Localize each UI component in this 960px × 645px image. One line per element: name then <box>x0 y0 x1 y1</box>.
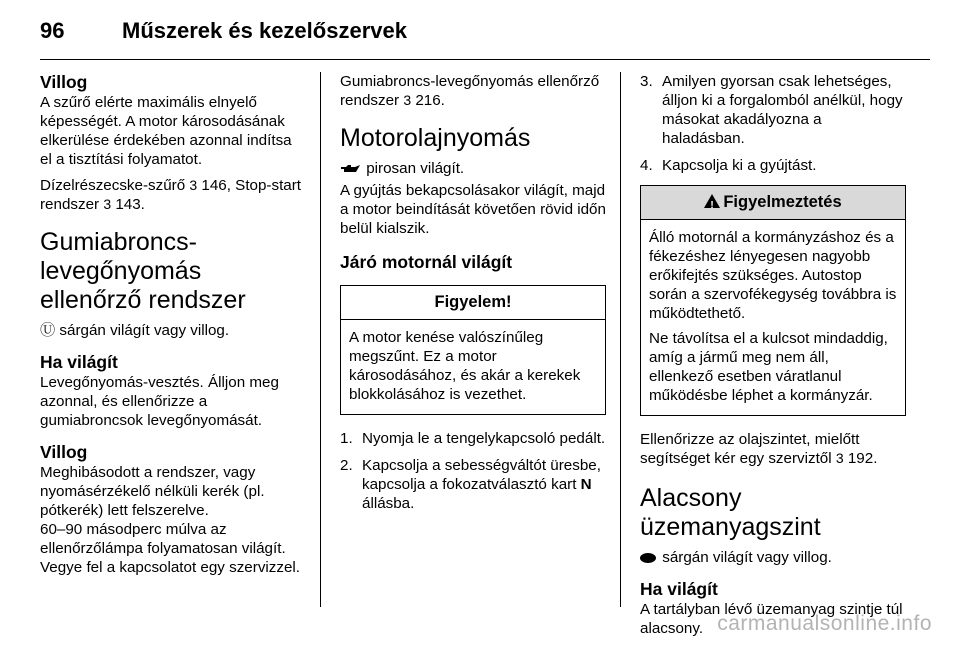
warning-text: Ne távolítsa el a kulcsot mindaddig, amíg a jármű meg nem áll, ellenkező esetben váratlanul működésbe léphet a kormányzár. <box>649 330 888 404</box>
section-heading-tire-pressure: Gumiabroncs-levegőnyomás ellenőrző rendszer <box>40 228 246 314</box>
paragraph: A gyújtás bekapcsolásakor világít, majd a motor beindítását követően rövid időn belül kialszik. <box>340 182 606 237</box>
paragraph: pirosan világít. <box>340 159 606 178</box>
tire-pressure-warning-icon: Ⓤ <box>40 322 56 339</box>
section-heading-oil-pressure: Motorolajnyomás <box>340 124 531 152</box>
cross-reference: Ellenőrizze az olajszintet, mielőtt segítséget kér egy szerviztől 3 192. <box>640 431 878 467</box>
column-3 <box>640 72 906 645</box>
list-item: 3. Amilyen gyorsan csak lehetséges, álljon ki a forgalomból anélkül, hogy másokat akadályozna a haladásban. <box>640 73 903 147</box>
header-divider <box>40 59 930 60</box>
paragraph: Meghibásodott a rendszer, vagy nyomásérzékelő nélküli kerék (pl. pótkerék) lett felszerelve. <box>40 464 265 519</box>
section-heading-villog: Villog <box>40 72 88 92</box>
caution-title: Figyelem! <box>341 286 605 320</box>
warning-box <box>640 185 906 416</box>
paragraph: 60–90 másodperc múlva az ellenőrzőlámpa folyamatosan világít. Vegye fel a kapcsolatot egy szervizzel. <box>40 521 301 576</box>
paragraph: A szűrő elérte maximális elnyelő képességét. A motor károsodásának elkerülése érdekében azonnal indítsa el a tisztítási folyamatot. <box>40 94 292 168</box>
column-1 <box>40 72 306 584</box>
subheading-running-engine: Járó motornál világít <box>340 252 513 272</box>
warning-title: !Figyelmeztetés <box>641 186 905 220</box>
oil-can-icon <box>340 164 362 174</box>
warning-triangle-icon <box>704 194 720 208</box>
cross-reference: Gumiabroncs-levegőnyomás ellenőrző rendszer 3 216. <box>340 73 600 109</box>
page-header <box>40 18 930 58</box>
list-item: 2. Kapcsolja a sebességváltót üresbe, kapcsolja a fokozatválasztó kart N állásba. <box>340 457 601 512</box>
caution-box <box>340 285 606 415</box>
column-2 <box>340 72 606 521</box>
steps-list <box>640 72 906 175</box>
paragraph: Ⓤ sárgán világít vagy villog. <box>40 322 230 339</box>
subheading-ha-vilagit: Ha világít <box>640 579 718 599</box>
section-heading-low-fuel: Alacsony üzemanyagszint <box>640 484 821 541</box>
page-number: 96 <box>40 18 65 43</box>
list-item: 1. Nyomja le a tengelykapcsoló pedált. <box>340 430 606 447</box>
page-ref-arrow-icon: 3 <box>189 177 198 193</box>
cross-reference: Dízelrészecske-szűrő 3 146, Stop-start rendszer 3 143. <box>40 177 302 213</box>
page-ref-arrow-icon: 3 <box>403 92 412 108</box>
watermark: carmanualsonline.info <box>717 612 932 635</box>
warning-text: Álló motornál a kormányzáshoz és a fékezéshez lényegesen nagyobb erőkifejtés szükséges. Autostop során a szervofékegység továbbra is működtethető. <box>649 229 897 322</box>
page-ref-arrow-icon: 3 <box>103 196 112 212</box>
paragraph: Levegőnyomás-vesztés. Álljon meg azonnal, és ellenőrizze a gumiabroncsok levegőnyomását. <box>40 374 279 429</box>
paragraph: A tartályban lévő üzemanyag szintje túl alacsony. <box>640 601 903 637</box>
column-divider-2 <box>620 72 621 607</box>
page-ref-arrow-icon: 3 <box>835 450 844 466</box>
page-title: Műszerek és kezelőszervek <box>122 18 407 43</box>
subheading-villog: Villog <box>40 442 88 462</box>
list-item: 4. Kapcsolja ki a gyújtást. <box>640 157 817 174</box>
fuel-indicator-icon <box>640 553 656 563</box>
steps-list <box>340 429 606 513</box>
paragraph: sárgán világít vagy villog. <box>640 548 906 567</box>
column-divider-1 <box>320 72 321 607</box>
subheading-ha-vilagit: Ha világít <box>40 352 118 372</box>
caution-text: A motor kenése valószínűleg megszűnt. Ez a motor károsodásához, és akár a kerekek blokkolásához is vezethet. <box>349 329 581 403</box>
